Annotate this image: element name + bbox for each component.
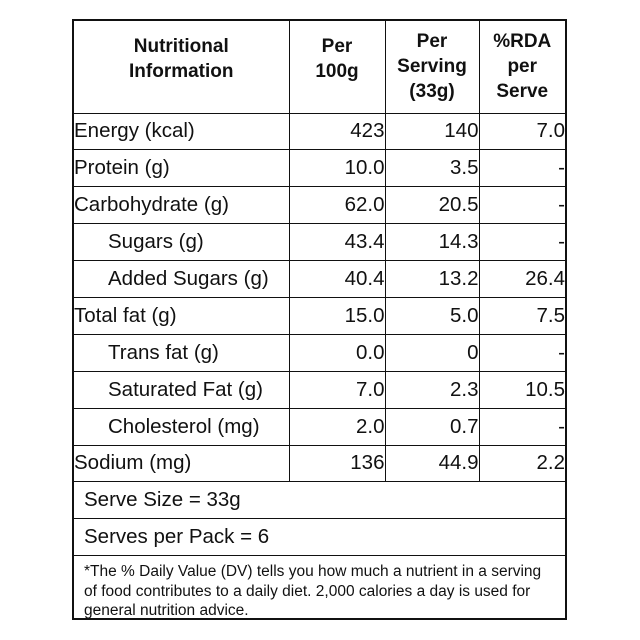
table-row	[74, 113, 565, 150]
value-per-100g: 43.4	[289, 224, 385, 261]
header-per-100g	[289, 21, 385, 113]
value-per-serving: 0	[385, 334, 479, 371]
header-name-line2: Information	[129, 60, 234, 82]
table-row	[74, 334, 565, 371]
table-row	[74, 187, 565, 224]
header-serving-line1: Per	[416, 31, 448, 53]
value-per-serving: 14.3	[385, 224, 479, 261]
table-row	[74, 371, 565, 408]
table-row	[74, 261, 565, 298]
header-nutritional-information	[74, 21, 289, 113]
value-per-100g: 7.0	[289, 371, 385, 408]
value-per-100g: 423	[289, 113, 385, 150]
value-rda: -	[479, 150, 565, 187]
header-name-line1: Nutritional	[133, 35, 229, 57]
value-per-100g: 10.0	[289, 150, 385, 187]
nutrient-name: Protein (g)	[74, 150, 289, 187]
header-serving-line3: (33g)	[409, 81, 455, 103]
serve-size: Serve Size = 33g	[74, 482, 565, 519]
nutrition-label	[72, 19, 567, 620]
serves-per-pack: Serves per Pack = 6	[74, 519, 565, 556]
header-per100-line1: Per	[321, 35, 353, 57]
header-rda-line2: per	[507, 56, 538, 78]
value-per-serving: 20.5	[385, 187, 479, 224]
value-per-100g: 136	[289, 445, 385, 482]
nutrient-name: Cholesterol (mg)	[74, 408, 289, 445]
table-row	[74, 408, 565, 445]
value-rda: 26.4	[479, 261, 565, 298]
serves-per-pack-row	[74, 519, 565, 556]
value-rda: -	[479, 334, 565, 371]
header-per100-line2: 100g	[315, 60, 359, 82]
table-row	[74, 224, 565, 261]
value-per-serving: 3.5	[385, 150, 479, 187]
value-per-100g: 62.0	[289, 187, 385, 224]
header-rda-per-serve	[479, 21, 565, 113]
nutrient-name: Energy (kcal)	[74, 113, 289, 150]
value-rda: 2.2	[479, 445, 565, 482]
table-header-row	[74, 21, 565, 113]
nutrient-name: Total fat (g)	[74, 297, 289, 334]
header-per-serving	[385, 21, 479, 113]
nutrient-name: Sodium (mg)	[74, 445, 289, 482]
value-per-100g: 40.4	[289, 261, 385, 298]
nutrition-table	[74, 21, 565, 629]
value-rda: 10.5	[479, 371, 565, 408]
value-per-serving: 5.0	[385, 297, 479, 334]
value-per-serving: 2.3	[385, 371, 479, 408]
value-rda: -	[479, 224, 565, 261]
value-per-serving: 13.2	[385, 261, 479, 298]
footnote: *The % Daily Value (DV) tells you how much a nutrient in a serving of food contributes to a daily diet. 2,000 calories a day is used for general nutrition advice.	[74, 556, 565, 629]
nutrient-name: Carbohydrate (g)	[74, 187, 289, 224]
value-rda: -	[479, 408, 565, 445]
value-per-serving: 44.9	[385, 445, 479, 482]
nutrient-name: Trans fat (g)	[74, 334, 289, 371]
table-row	[74, 297, 565, 334]
value-per-100g: 0.0	[289, 334, 385, 371]
table-row	[74, 445, 565, 482]
value-rda: 7.5	[479, 297, 565, 334]
nutrient-name: Sugars (g)	[74, 224, 289, 261]
nutrient-name: Saturated Fat (g)	[74, 371, 289, 408]
value-per-serving: 0.7	[385, 408, 479, 445]
header-rda-line1: %RDA	[493, 31, 552, 53]
value-rda: 7.0	[479, 113, 565, 150]
value-per-serving: 140	[385, 113, 479, 150]
serve-size-row	[74, 482, 565, 519]
header-rda-line3: Serve	[496, 81, 549, 103]
value-per-100g: 2.0	[289, 408, 385, 445]
table-row	[74, 150, 565, 187]
nutrient-name: Added Sugars (g)	[74, 261, 289, 298]
footnote-row	[74, 556, 565, 629]
header-serving-line2: Serving	[397, 56, 467, 78]
value-rda: -	[479, 187, 565, 224]
value-per-100g: 15.0	[289, 297, 385, 334]
